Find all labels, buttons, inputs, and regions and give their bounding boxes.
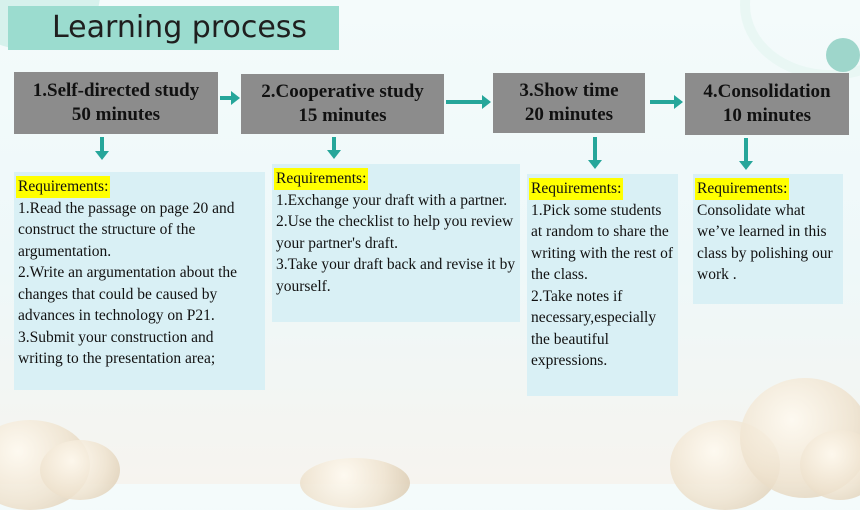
requirement-item: 1.Exchange your draft with a partner. xyxy=(276,191,508,209)
requirement-item: Consolidate what we’ve learned in this class by polishing our work . xyxy=(697,201,833,283)
requirements-heading: Requirements: xyxy=(274,168,368,190)
arrow-down-icon xyxy=(100,137,104,152)
step-4-box xyxy=(685,73,849,135)
requirement-item: 2.Write an argumentation about the changes that could be caused by advances in technology on P21. xyxy=(18,264,238,324)
cloud-decoration xyxy=(40,440,120,500)
requirement-item: 2.Use the checklist to help you review your partner's draft. xyxy=(276,213,514,252)
step-2-duration: 15 minutes xyxy=(298,105,387,126)
step-3-title: 3.Show time xyxy=(519,80,619,101)
arrow-down-icon xyxy=(593,137,597,161)
requirements-panel-4 xyxy=(693,174,843,304)
step-1-title: 1.Self-directed study xyxy=(32,80,200,101)
step-1-box xyxy=(14,72,218,134)
step-1-duration: 50 minutes xyxy=(71,104,161,125)
arrow-down-icon xyxy=(332,137,336,151)
requirements-panel-3 xyxy=(527,174,678,396)
page-title: Learning process xyxy=(52,10,308,45)
requirements-heading: Requirements: xyxy=(695,178,789,200)
requirement-item: 3.Submit your construction and writing to the presentation area; xyxy=(18,328,216,367)
step-3-box xyxy=(493,73,645,133)
step-2-box xyxy=(241,74,444,134)
requirements-heading: Requirements: xyxy=(529,178,623,200)
requirements-heading: Requirements: xyxy=(16,176,110,198)
cloud-decoration xyxy=(300,458,410,508)
arrow-right-icon xyxy=(220,96,232,100)
decorative-dot xyxy=(826,38,860,72)
arrow-right-icon xyxy=(650,100,675,104)
step-4-duration: 10 minutes xyxy=(722,105,812,126)
requirement-item: 1.Pick some students at random to share the writing with the rest of the class. xyxy=(531,201,674,283)
step-4-title: 4.Consolidation xyxy=(703,81,831,102)
requirement-item: 2.Take notes if necessary,especially the beautiful expressions. xyxy=(531,287,657,369)
step-2-title: 2.Cooperative study xyxy=(261,81,424,102)
step-3-duration: 20 minutes xyxy=(524,104,614,125)
arrow-right-icon xyxy=(446,100,483,104)
arrow-down-icon xyxy=(744,138,748,162)
requirements-panel-2 xyxy=(272,164,520,322)
requirements-panel-1 xyxy=(14,172,265,390)
title-banner xyxy=(8,6,339,50)
requirement-item: 3.Take your draft back and revise it by yourself. xyxy=(276,256,516,295)
requirement-item: 1.Read the passage on page 20 and construct the structure of the argumentation. xyxy=(18,199,235,260)
